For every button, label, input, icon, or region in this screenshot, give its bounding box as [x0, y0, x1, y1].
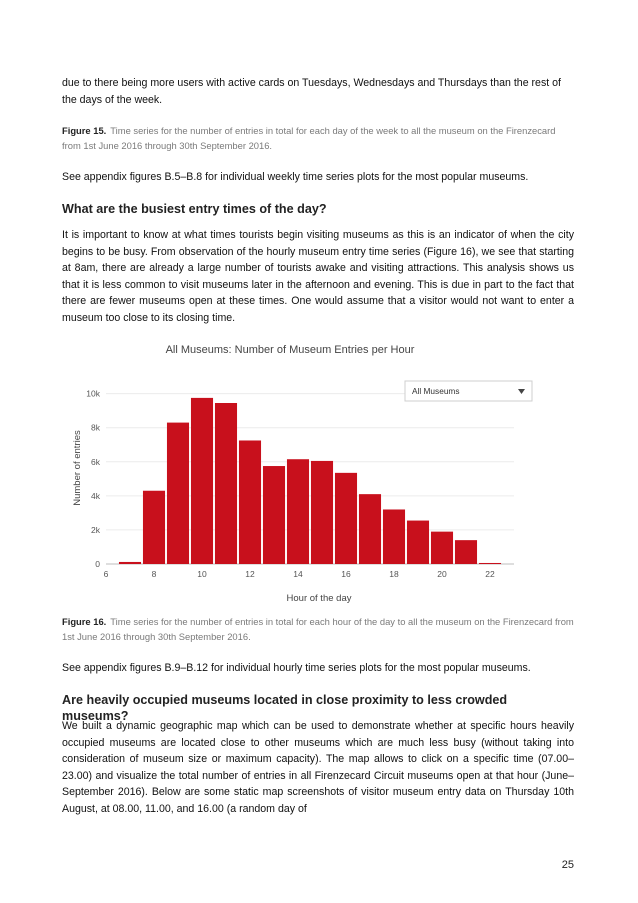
x-tick-label: 18 [389, 569, 399, 579]
figure-16-text: Time series for the number of entries in total for each hour of the day to all the museum on the Firenzecard from 1st June 2016 through 30th September 2016. [62, 616, 574, 642]
bar [239, 440, 261, 564]
y-axis-label: Number of entries [72, 430, 83, 506]
appendix-weekly-note: See appendix figures B.5–B.8 for individual weekly time series plots for the most popular museums. [62, 171, 529, 183]
bar [479, 563, 501, 564]
figure-16-label: Figure 16. [62, 616, 107, 627]
museum-filter-dropdown[interactable] [405, 381, 532, 401]
page-number: 25 [561, 859, 574, 871]
bar [263, 466, 285, 564]
intro-paragraph: due to there being more users with active cards on Tuesdays, Wednesdays and Thursdays than the rest of the days of the week. [62, 77, 561, 106]
bar [335, 473, 357, 564]
bar [455, 540, 477, 564]
heading-busiest-times: What are the busiest entry times of the day? [62, 202, 327, 216]
bar [359, 494, 381, 564]
y-tick-label: 0 [95, 559, 100, 569]
y-tick-label: 10k [86, 388, 100, 399]
y-tick-label: 2k [91, 524, 100, 535]
bar [143, 491, 165, 564]
bar [431, 532, 453, 564]
x-tick-label: 10 [197, 569, 207, 579]
x-tick-label: 8 [151, 569, 157, 579]
figure-15-caption [62, 123, 574, 153]
bar [215, 403, 237, 564]
figure-16-caption [62, 614, 574, 644]
bar [167, 423, 189, 564]
bar [119, 562, 141, 564]
figure-15-label: Figure 15. [62, 125, 107, 136]
bar [383, 509, 405, 564]
x-tick-label: 20 [437, 569, 447, 579]
y-tick-label: 4k [91, 490, 100, 501]
y-tick-label: 6k [91, 456, 100, 467]
heading-proximity: Are heavily occupied museums located in close proximity to less crowded museums? [62, 693, 508, 723]
hourly-entries-chart [62, 332, 574, 610]
busiest-paragraph: It is important to know at what times tourists begin visiting museums as this is an indicator of when the city begins to be busy. From observation of the hourly museum entry time series (Figure 16), we see that starting at 8am, there are already a large number of tourists awake and visiting attractions. This analysis shows us that it is less common to visit museums later in the afternoon and evening. This is due in part to the fact that there are fewer museums open at these times. One would assume that a visitor would not want to enter a museum too close to its closing time. [62, 229, 574, 324]
bar [311, 461, 333, 564]
museum-filter-selected: All Museums [412, 386, 460, 396]
proximity-paragraph: We built a dynamic geographic map which can be used to demonstrate whether at specific hours heavily occupied museums are located close to other museums which are much less busy (without taking into consideration of museum size or maximum capacity). The map allows to click on a specific time (07.00–23.00) and visualize the total number of entries in all Firenzecard Circuit museums open at that hour (June–September 2016). Below are some static map screenshots of visitor museum entry data on Thursday 10th August, at 08.00, 11.00, and 16.00 (a random day of [62, 720, 574, 815]
x-tick-label: 22 [485, 569, 495, 579]
x-tick-label: 6 [103, 569, 109, 579]
bar [191, 398, 213, 564]
x-tick-label: 14 [293, 569, 303, 579]
bar [287, 459, 309, 564]
chart-title: All Museums: Number of Museum Entries per Hour [165, 344, 415, 356]
y-tick-label: 8k [91, 422, 100, 433]
x-axis-label: Hour of the day [286, 593, 352, 604]
figure-15-text: Time series for the number of entries in total for each day of the week to all the museum on the Firenzecard from 1st June 2016 through 30th September 2016. [62, 125, 556, 151]
bar [407, 521, 429, 564]
x-tick-label: 12 [245, 569, 255, 579]
appendix-hourly-note: See appendix figures B.9–B.12 for individual hourly time series plots for the most popular museums. [62, 662, 531, 674]
x-tick-label: 16 [341, 569, 351, 579]
